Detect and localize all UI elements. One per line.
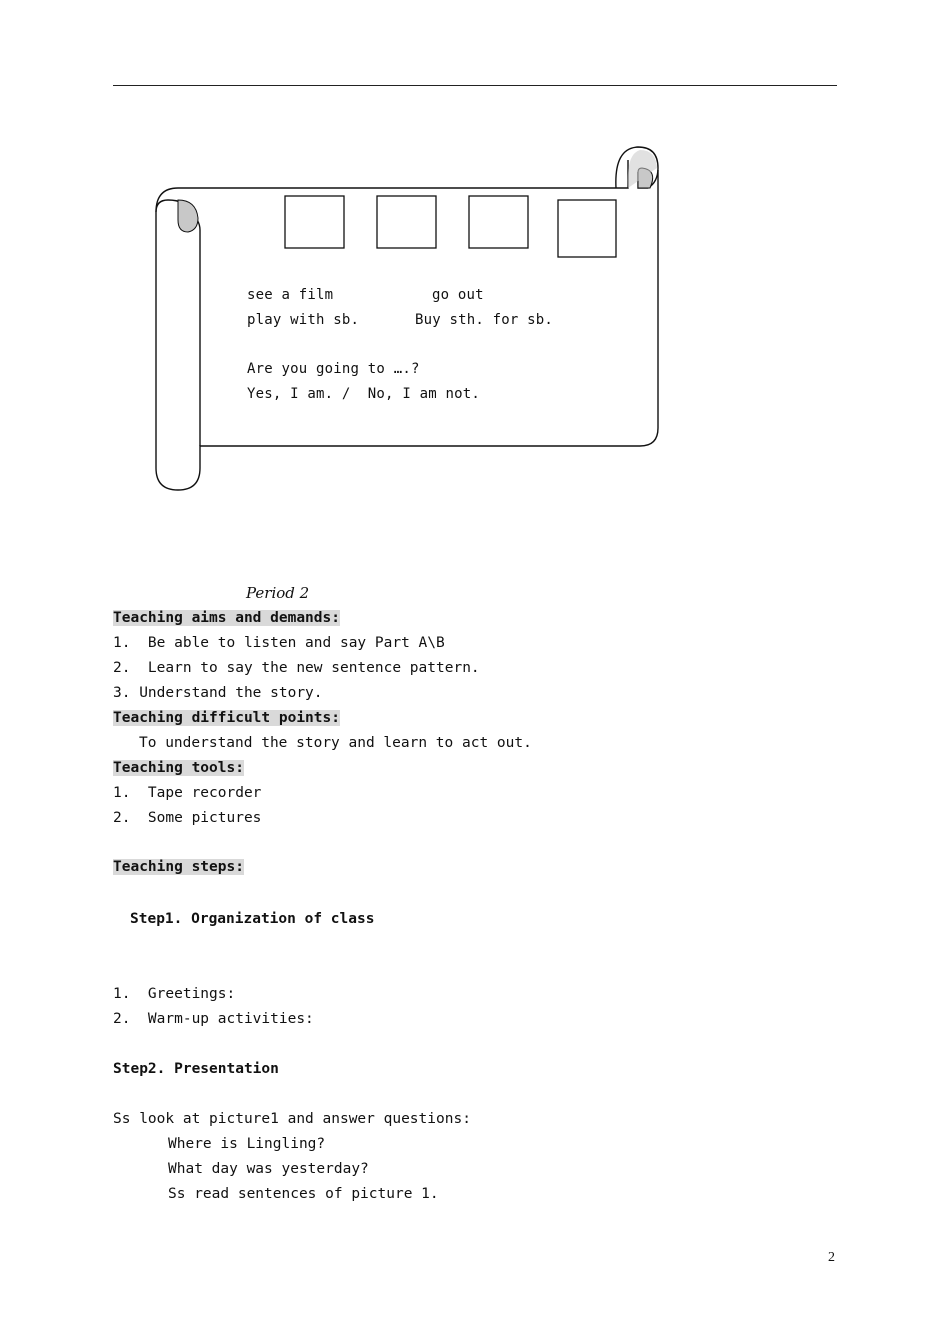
- tools-heading: Teaching tools:: [113, 760, 244, 776]
- picture-box-1: [285, 196, 344, 248]
- aim-item-1: 1. Be able to listen and say Part A\B: [113, 635, 445, 651]
- difficult-text: To understand the story and learn to act out.: [139, 735, 532, 751]
- scroll-phrase-see-film: see a film: [247, 287, 334, 303]
- page-number: 2: [828, 1250, 835, 1265]
- scroll-illustration: [150, 140, 670, 500]
- difficult-heading: Teaching difficult points:: [113, 710, 340, 726]
- aim-item-2: 2. Learn to say the new sentence pattern.: [113, 660, 480, 676]
- tool-item-1: 1. Tape recorder: [113, 785, 262, 801]
- picture-box-3: [469, 196, 528, 248]
- scroll-phrase-go-out: go out: [432, 287, 484, 303]
- scroll-answer: Yes, I am. / No, I am not.: [247, 386, 480, 402]
- steps-heading: Teaching steps:: [113, 859, 244, 875]
- step2-heading: Step2. Presentation: [113, 1061, 279, 1077]
- aim-item-3: 3. Understand the story.: [113, 685, 323, 701]
- header-rule: [113, 85, 837, 86]
- scroll-question: Are you going to ….?: [247, 361, 420, 377]
- period-title: Period 2: [246, 584, 310, 602]
- step2-question-1: Where is Lingling?: [168, 1136, 326, 1152]
- picture-box-4: [558, 200, 616, 257]
- step2-question-2: What day was yesterday?: [168, 1161, 369, 1177]
- scroll-phrase-play-with: play with sb.: [247, 312, 360, 328]
- step2-intro: Ss look at picture1 and answer questions:: [113, 1111, 471, 1127]
- picture-box-2: [377, 196, 436, 248]
- aims-heading: Teaching aims and demands:: [113, 610, 340, 626]
- step1-item-1: 1. Greetings:: [113, 986, 236, 1002]
- tool-item-2: 2. Some pictures: [113, 810, 262, 826]
- scroll-phrase-buy-for: Buy sth. for sb.: [415, 312, 554, 328]
- step1-item-2: 2. Warm-up activities:: [113, 1011, 314, 1027]
- step1-heading: Step1. Organization of class: [130, 911, 375, 927]
- step2-question-3: Ss read sentences of picture 1.: [168, 1186, 439, 1202]
